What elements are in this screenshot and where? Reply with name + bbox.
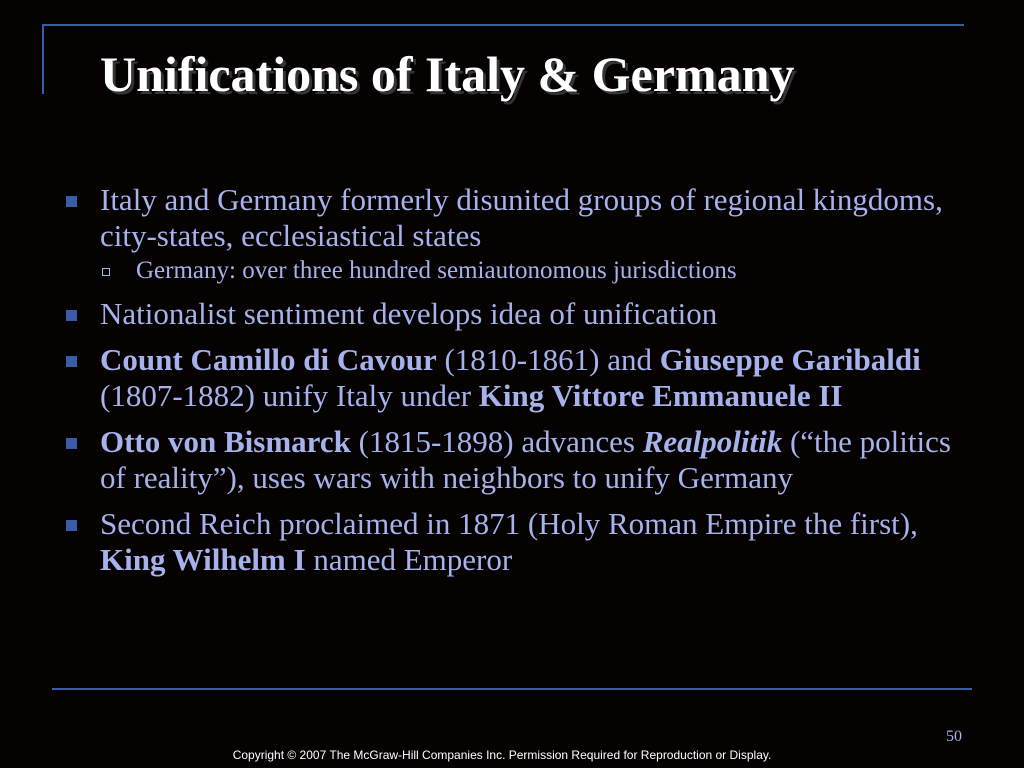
text-run: Nationalist sentiment develops idea of unification bbox=[100, 296, 718, 331]
square-bullet-icon bbox=[66, 438, 77, 449]
text-run: (1815-1898) advances bbox=[350, 424, 643, 459]
text-run: Giuseppe Garibaldi bbox=[659, 342, 921, 377]
bullet-text bbox=[100, 182, 943, 253]
bullet-text bbox=[100, 296, 717, 331]
text-run: named Emperor bbox=[305, 542, 513, 577]
hollow-square-bullet-icon bbox=[102, 268, 110, 276]
text-run: King Vittore Emmanuele II bbox=[478, 378, 843, 413]
text-run: (“the politics of reality”), uses wars with neighbors to unify Germany bbox=[100, 424, 951, 495]
sub-bullet-list bbox=[100, 256, 962, 286]
page-number: 50 bbox=[946, 728, 962, 745]
slide-body bbox=[62, 182, 962, 588]
slide-title: Unifications of Italy & Germany bbox=[100, 46, 795, 102]
bullet-item bbox=[62, 182, 962, 286]
bullet-text bbox=[100, 342, 921, 413]
footer-divider bbox=[52, 688, 972, 690]
sub-bullet-text: Germany: over three hundred semiautonomous jurisdictions bbox=[136, 257, 737, 284]
square-bullet-icon bbox=[66, 356, 77, 367]
text-run: Otto von Bismarck bbox=[100, 424, 351, 459]
text-run: Count Camillo di Cavour bbox=[100, 342, 437, 377]
bullet-item bbox=[62, 296, 962, 332]
sub-bullet-item bbox=[100, 256, 962, 286]
bullet-item bbox=[62, 342, 962, 414]
text-run: Italy and Germany formerly disunited groups of regional kingdoms, city-states, ecclesiastical states bbox=[100, 182, 943, 253]
bullet-text bbox=[100, 424, 951, 495]
bullet-text bbox=[100, 506, 918, 577]
square-bullet-icon bbox=[66, 196, 77, 207]
text-run: Second Reich proclaimed in 1871 (Holy Roman Empire the first), bbox=[100, 506, 918, 541]
frame-left-rule bbox=[42, 24, 44, 94]
frame-top-rule bbox=[42, 24, 964, 26]
square-bullet-icon bbox=[66, 520, 77, 531]
bullet-item bbox=[62, 506, 962, 578]
text-run: King Wilhelm I bbox=[100, 542, 306, 577]
text-run: (1810-1861) and bbox=[436, 342, 660, 377]
square-bullet-icon bbox=[66, 310, 77, 321]
text-run: (1807-1882) unify Italy under bbox=[100, 378, 479, 413]
copyright-notice: Copyright © 2007 The McGraw-Hill Companies Inc. Permission Required for Reproduction or Display. bbox=[232, 748, 772, 762]
bullet-item bbox=[62, 424, 962, 496]
text-run: Realpolitik bbox=[642, 424, 783, 459]
bullet-list bbox=[62, 182, 962, 578]
